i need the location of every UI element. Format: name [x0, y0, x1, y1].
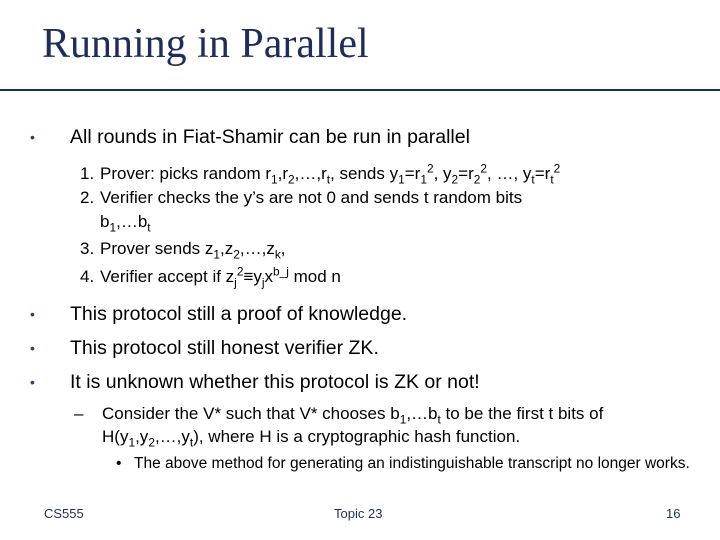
- bullet-text: This protocol still a proof of knowledge.: [70, 303, 408, 325]
- bullet-dot: •: [30, 340, 35, 356]
- dash-marker: –: [74, 404, 84, 423]
- step-text: Prover sends $z_1,z_2,\dots,z_k$,: [100, 239, 286, 262]
- step-text: Prover: picks random $r_1,r_2,\dots,r_t$, sends $y_1=r_1^2$, $y_2=r_2^2$, …, $y_t=r_t^2$: [100, 161, 561, 187]
- bullet-dot: •: [30, 306, 35, 322]
- dash-text: Consider the V* such that V* chooses $b_1,\dots b_t$ to be the first t bits of $H(y_1,y_2,\dots,y_t)$, where H is a cryptographic hash function.: [102, 404, 604, 450]
- step-number: 3.: [80, 239, 95, 258]
- sub-bullet-text: The above method for generating an indistinguishable transcript no longer works.: [134, 455, 690, 472]
- step-text: Verifier checks the y’s are not 0 and sends t random bits: [100, 188, 523, 207]
- bullet-text: It is unknown whether this protocol is ZK or not!: [70, 371, 480, 393]
- step-2-continued: $b_1,\dots b_t$: [100, 212, 151, 235]
- step-number: 2.: [80, 188, 95, 207]
- bullet-dot: •: [30, 374, 35, 390]
- title-rule: [0, 89, 720, 91]
- bullet-dot: •: [30, 129, 35, 145]
- footer-course: CS555: [44, 506, 84, 521]
- slide-title: Running in Parallel: [42, 21, 369, 67]
- footer-page-number: 16: [666, 506, 681, 521]
- step-number: 4.: [80, 267, 95, 286]
- sub-bullet-dot: •: [116, 455, 122, 472]
- step-number: 1.: [80, 164, 95, 183]
- bullet-text: This protocol still honest verifier ZK.: [70, 337, 379, 359]
- step-text: Verifier accept if $z_j^2\equiv y_jx^{b\_j}$ mod n: [100, 264, 341, 290]
- bullet-text: All rounds in Fiat-Shamir can be run in parallel: [70, 126, 470, 148]
- footer-topic: Topic 23: [334, 506, 383, 521]
